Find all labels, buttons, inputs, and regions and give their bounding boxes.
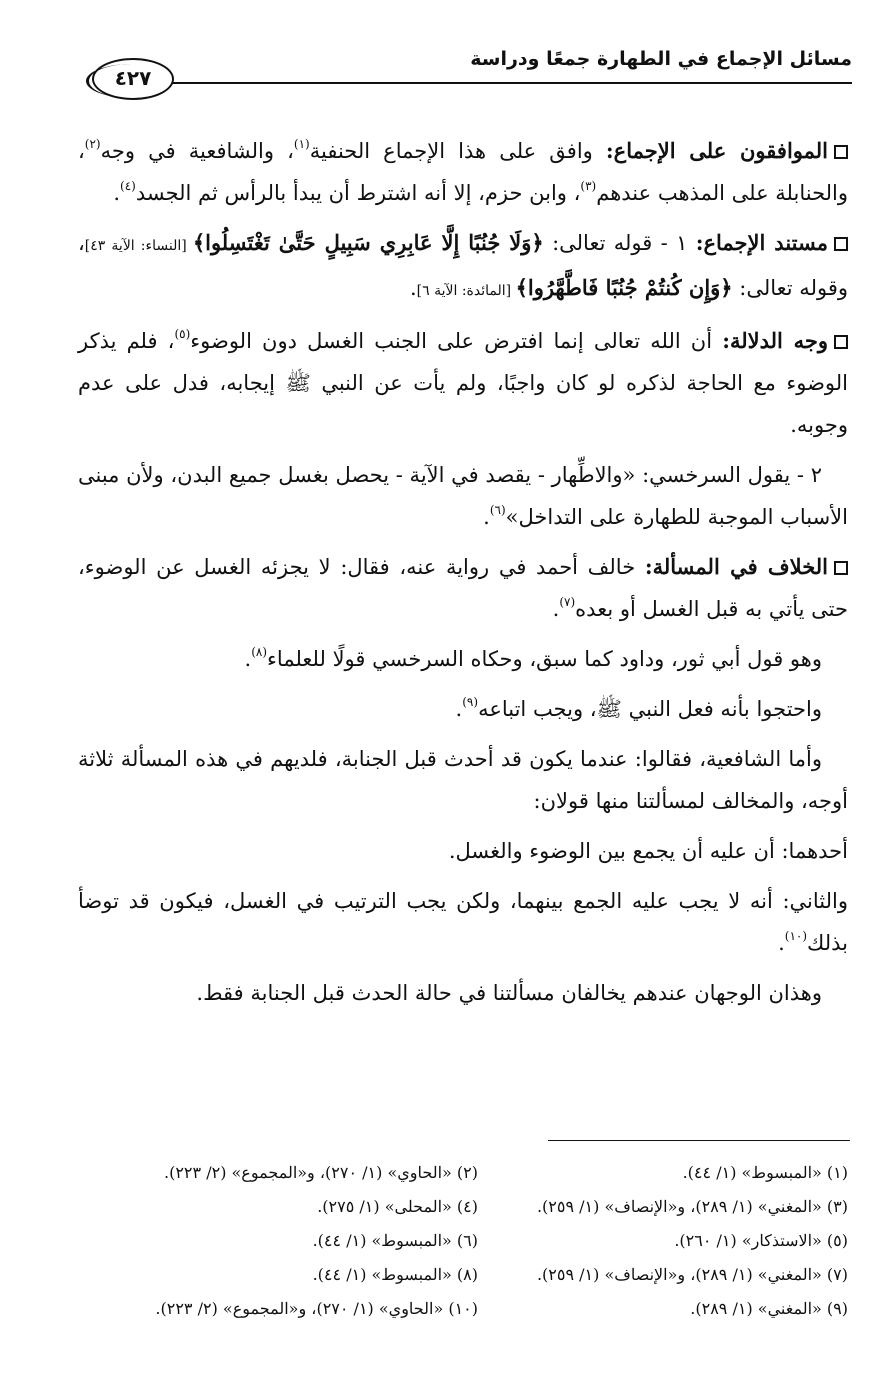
footnote-9: (٩) «المغني» (١/ ٢٨٩).: [690, 1299, 848, 1318]
section-label: الموافقون على الإجماع:: [605, 138, 828, 163]
footnote-ref[interactable]: (٢): [84, 137, 101, 151]
footnotes: [130, 1156, 848, 1326]
square-bullet-icon: [834, 335, 848, 349]
footnote-row: [130, 1258, 848, 1292]
page-number: ٤٢٧: [114, 66, 152, 90]
paragraph-first-view: [78, 830, 848, 872]
verse-reference: [المائدة: الآية ٦]: [416, 283, 516, 299]
footnote-2: (٢) «الحاوي» (١/ ٢٧٠)، و«المجموع» (٢/ ٢٢٣).: [164, 1163, 478, 1182]
text: وهذان الوجهان عندهم يخالفان مسألتنا في حالة الحدث قبل الجنابة فقط.: [196, 981, 822, 1005]
square-bullet-icon: [834, 237, 848, 251]
paragraph-disagreement: [78, 546, 848, 630]
text: وأما الشافعية، فقالوا: عندما يكون قد أحدث قبل الجنابة، فلديهم في هذه المسألة ثلاثة أوجه، والمخالف لمسألتنا منها قولان:: [78, 747, 848, 813]
paragraph-argument: [78, 688, 848, 730]
paragraph-inference: [78, 320, 848, 446]
quran-verse: ﴿وَلَا جُنُبًا إِلَّا عَابِرِي سَبِيلٍ حَتَّىٰ تَغْتَسِلُوا﴾: [192, 230, 544, 255]
text: .: [778, 931, 785, 955]
footnote-ref[interactable]: (٣): [580, 179, 597, 193]
footnote-ref[interactable]: (١٠): [784, 929, 808, 943]
paragraph-sarakhsi: [78, 454, 848, 538]
footnote-4: (٤) «المحلى» (١/ ٢٧٥).: [317, 1197, 478, 1216]
section-label: مستند الإجماع:: [695, 230, 828, 255]
header-rule: [172, 82, 852, 84]
text: أحدهما: أن عليه أن يجمع بين الوضوء والغسل.: [448, 839, 848, 863]
text: ، والشافعية في وجه: [100, 139, 294, 163]
text: ، فلم يذكر الوضوء مع الحاجة لذكره لو كان واجبًا، ولم يأت عن النبي ﷺ إيجابه، فدل على عدم وجوبه.: [78, 329, 849, 437]
paragraph-abu-thawr: [78, 638, 848, 680]
text: خالف أحمد في رواية عنه، فقال: لا يجزئه الغسل عن الوضوء، حتى يأتي به قبل الغسل أو بعده: [78, 555, 848, 621]
footnote-5: (٥) «الاستذكار» (١/ ٢٦٠).: [674, 1231, 848, 1250]
text: والثاني: أنه لا يجب عليه الجمع بينهما، ولكن يجب الترتيب في الغسل، فيكون قد توضأ بذلك: [78, 889, 848, 955]
footnote-ref[interactable]: (٤): [120, 179, 136, 193]
paragraph-second-view: [78, 880, 848, 964]
footnote-separator: [548, 1140, 850, 1141]
text: ، وابن حزم، إلا أنه اشترط أن يبدأ بالرأس ثم الجسد: [135, 181, 581, 205]
quran-verse: ﴿وَإِن كُنتُمْ جُنُبًا فَاطَّهَّرُوا﴾: [515, 275, 733, 300]
text: واحتجوا بأنه فعل النبي ﷺ، ويجب اتباعه: [478, 697, 822, 721]
section-label: الخلاف في المسألة:: [644, 554, 829, 579]
text: ، والحنابلة على المذهب عندهم: [78, 139, 848, 205]
footnote-row: [130, 1292, 848, 1326]
footnote-3: (٣) «المغني» (١/ ٢٨٩)، و«الإنصاف» (١/ ٢٥٩).: [536, 1197, 848, 1216]
footnote-ref[interactable]: (٨): [251, 645, 268, 659]
square-bullet-icon: [834, 145, 848, 159]
text: ، وقوله تعالى:: [78, 231, 848, 300]
footnote-ref[interactable]: (٥): [174, 327, 191, 341]
footnote-row: [130, 1190, 848, 1224]
paragraph-agreeing: [78, 130, 848, 214]
paragraph-conclusion: [78, 972, 848, 1014]
footnote-10: (١٠) «الحاوي» (١/ ٢٧٠)، و«المجموع» (٢/ ٢٢٣).: [155, 1299, 478, 1318]
text: .: [483, 505, 490, 529]
running-header: [80, 40, 852, 110]
footnote-ref[interactable]: (١): [293, 137, 310, 151]
footnote-ref[interactable]: (٧): [559, 595, 576, 609]
page-number-oval: [92, 58, 174, 100]
text: أن الله تعالى إنما افترض على الجنب الغسل دون الوضوء: [190, 329, 723, 353]
text: ١ - قوله تعالى:: [543, 231, 696, 255]
text: وافق على هذا الإجماع الحنفية: [309, 139, 606, 163]
footnote-6: (٦) «المبسوط» (١/ ٤٤).: [312, 1231, 478, 1250]
paragraph-shafii: [78, 738, 848, 822]
paragraph-evidence: [78, 222, 848, 312]
text: .: [409, 276, 417, 300]
footnote-ref[interactable]: (٩): [462, 695, 479, 709]
footnote-row: [130, 1224, 848, 1258]
text: وهو قول أبي ثور، وداود كما سبق، وحكاه السرخسي قولًا للعلماء: [267, 647, 822, 671]
text: ٢ - يقول السرخسي: «والاطِّهار - يقصد في الآية - يحصل بغسل جميع البدن، ولأن مبنى الأسباب الموجبة للطهارة على التداخل»: [78, 463, 848, 529]
footnote-7: (٧) «المغني» (١/ ٢٨٩)، و«الإنصاف» (١/ ٢٥٩).: [536, 1265, 848, 1284]
text: .: [455, 697, 463, 721]
verse-reference: [النساء: الآية ٤٣]: [84, 238, 193, 254]
running-title: مسائل الإجماع في الطهارة جمعًا ودراسة: [470, 48, 852, 70]
square-bullet-icon: [834, 561, 848, 575]
footnote-row: [130, 1156, 848, 1190]
text: .: [244, 647, 252, 671]
footnote-1: (١) «المبسوط» (١/ ٤٤).: [682, 1163, 848, 1182]
footnote-8: (٨) «المبسوط» (١/ ٤٤).: [312, 1265, 478, 1284]
text: .: [113, 181, 120, 205]
footnote-ref[interactable]: (٦): [489, 503, 506, 517]
section-label: وجه الدلالة:: [722, 328, 828, 353]
text: .: [552, 597, 560, 621]
main-text: [78, 130, 848, 1022]
